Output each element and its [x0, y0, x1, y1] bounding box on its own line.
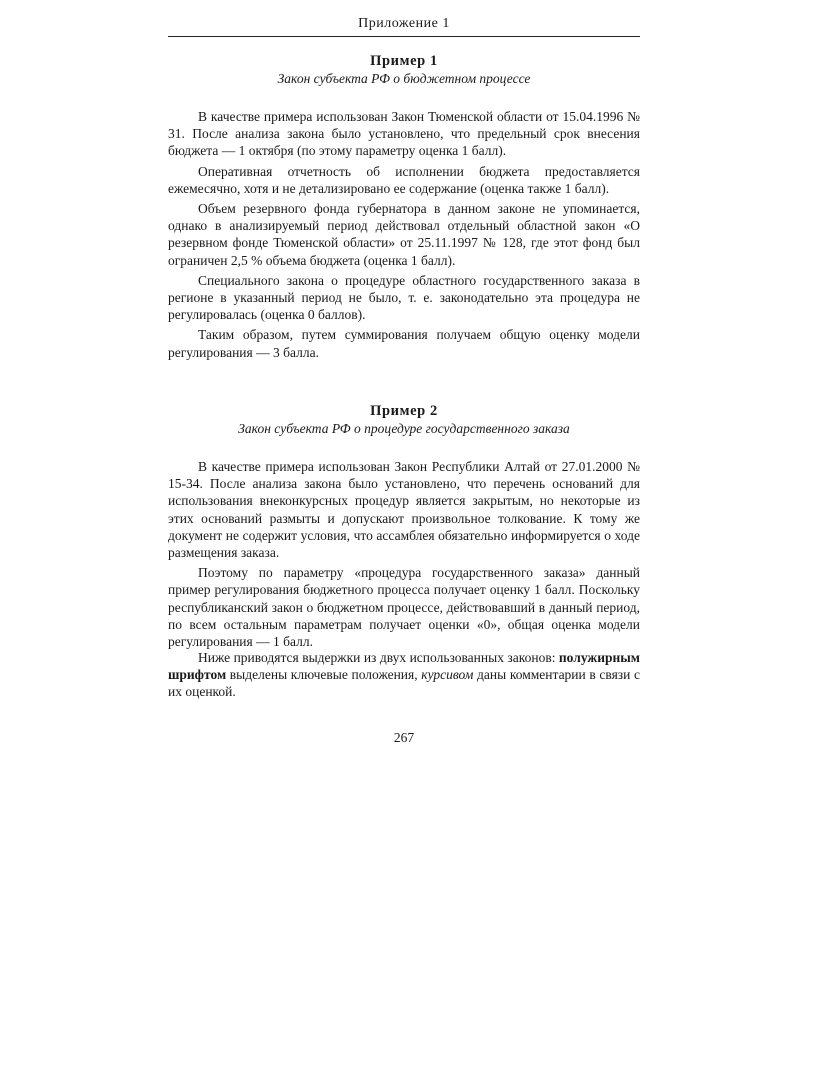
running-head: Приложение 1 — [358, 16, 450, 31]
closing-text-3: даны комментарии в связи с их оценкой. — [168, 667, 640, 700]
example-1-paragraph: Объем резервного фонда губернатора в данном законе не упоминается, однако в анализируемый период действовал отдельный областной закон «О резервном фонде Тюменской области» от 25.11.1997 № 128, где этот фонд был ограничен 2,5 % объема бюджета (оценка 1 балл). — [168, 201, 640, 268]
example-2-paragraph: Поэтому по параметру «процедура государственного заказа» данный пример регулирования бюджетного процесса получает оценку 1 балл. Поскольку республиканский закон о бюджетном процессе, действовавший в данный период, по всем остальным параметрам получает оценки «0», общая оценка модели регулирования — 1 балл. — [168, 565, 640, 650]
example-1-body — [168, 108, 640, 361]
header-rule — [168, 36, 640, 37]
example-1-paragraph: Специального закона о процедуре областного государственного заказа в регионе в указанный период не было, т. е. законодательно эта процедура не регулировалась (оценка 0 баллов). — [168, 272, 640, 323]
example-2-body — [168, 458, 640, 650]
example-1-subtitle: Закон субъекта РФ о бюджетном процессе — [277, 71, 531, 86]
example-1-paragraph: Оперативная отчетность об исполнении бюджета предоставляется ежемесячно, хотя и не детализировано ее содержание (оценка также 1 балл). — [168, 163, 640, 196]
closing-text-2: выделены ключевые положения, — [226, 667, 422, 683]
closing-note — [168, 649, 640, 701]
closing-text-1: Ниже приводятся выдержки из двух использованных законов: — [198, 650, 559, 665]
example-2-subtitle: Закон субъекта РФ о процедуре государственного заказа — [238, 421, 570, 436]
closing-bold-text: полужирным шрифтом — [168, 650, 640, 683]
example-2-section — [168, 402, 640, 650]
example-1-section — [168, 52, 640, 361]
closing-paragraph — [168, 649, 640, 701]
example-1-title: Пример 1 — [370, 53, 438, 69]
example-2-title: Пример 2 — [370, 403, 438, 419]
page-number: 267 — [393, 730, 415, 745]
closing-italic-text: курсивом — [421, 667, 474, 683]
example-1-paragraph: Таким образом, путем суммирования получаем общую оценку модели регулирования — 3 балла. — [168, 327, 640, 360]
example-2-paragraph: В качестве примера использован Закон Республики Алтай от 27.01.2000 № 15-34. После анализа закона было установлено, что перечень оснований для использования внеконкурсных процедур является закрытым, но некоторые из этих оснований размыты и допускают произвольное толкование. К тому же документ не содержит условия, что ассамблея обязательно информируется о ходе размещения заказа. — [168, 459, 640, 561]
example-1-paragraph: В качестве примера использован Закон Тюменской области от 15.04.1996 № 31. После анализа закона было установлено, что предельный срок внесения бюджета — 1 октября (по этому параметру оценка 1 балл). — [168, 109, 640, 159]
